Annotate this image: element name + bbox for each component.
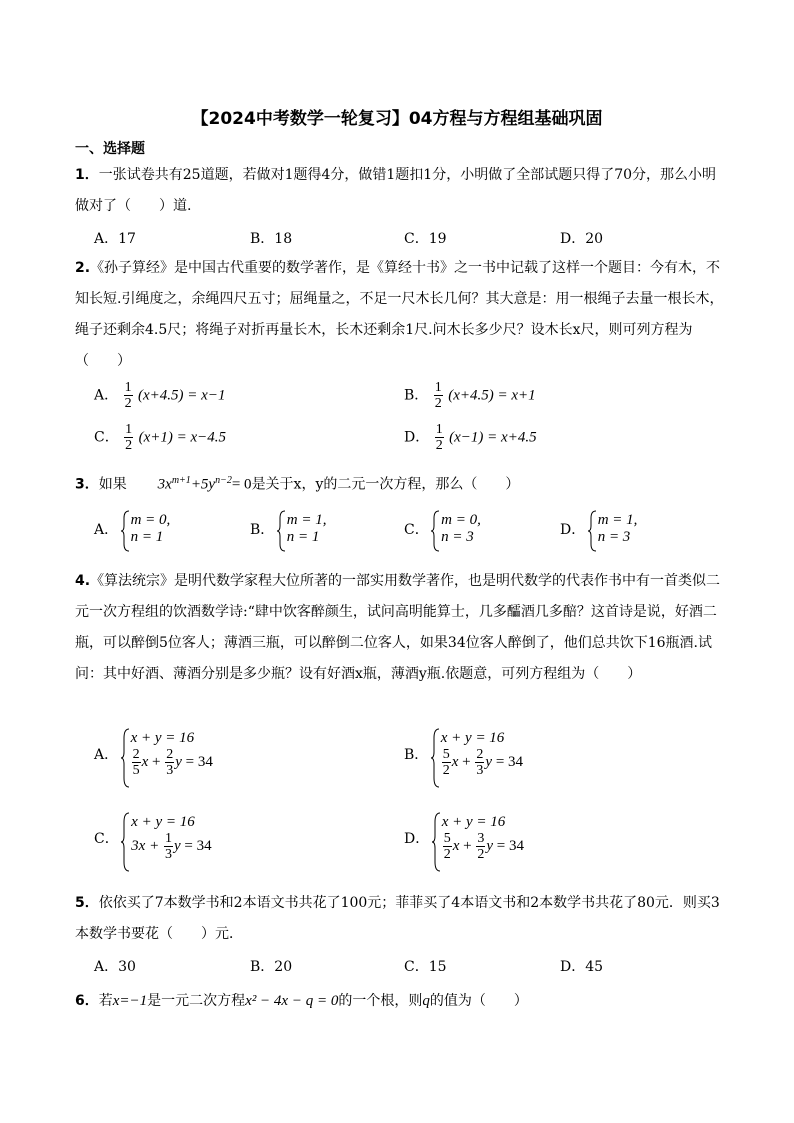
equation-system [123,814,211,862]
system-line: m = 1, [286,512,327,528]
question-number: 4. [75,573,91,589]
brace-icon [121,510,131,552]
section-heading: 一、选择题 [75,141,145,157]
q4-option-b [404,730,523,778]
brace-icon [432,812,442,872]
fraction-numerator: 2 [166,747,174,762]
question-prefix: 如果 [98,476,127,493]
option-label: A． [94,747,119,763]
system-line: n = 1 [286,529,320,545]
q1-option-c: C．19 [404,231,447,247]
q1-option-d: D．20 [560,231,604,247]
option-label: D． [404,429,430,446]
system-line: n = 1 [130,529,164,545]
fraction [442,747,451,778]
variable: q [422,993,430,1009]
fraction-denominator: 3 [166,763,174,778]
equation-lead: 3x + [131,837,160,854]
question-number: 2. [75,260,91,276]
equation-rhs: = 34 [185,753,213,770]
fraction-denominator: 5 [132,763,140,778]
fraction [476,831,485,862]
system-line: x + y = 16 [440,730,505,746]
q3-option-a [94,512,170,546]
q3-option-d [560,512,637,546]
option-label: C． [94,831,119,847]
fraction [435,422,444,453]
option-label: C． [94,429,119,446]
q1-option-b: B．18 [250,231,293,247]
q4-option-d [404,814,524,862]
q5-option-c: C．15 [404,959,447,975]
equation: (x+4.5) = x−1 [138,387,226,404]
equation-system [434,814,524,862]
fraction-numerator: 5 [442,747,450,762]
equation: (x−1) = x+4.5 [449,429,537,446]
system-line: m = 1, [597,512,638,528]
brace-icon [431,728,441,788]
document-title: 【2024中考数学一轮复习】04方程与方程组基础巩固 [191,109,603,129]
fraction [434,380,443,411]
question-number: 3． [75,476,99,493]
question-number: 5． [75,895,99,911]
question-text: 一张试卷共有25道题，若做对1题得4分，做错1题扣1分，小明做了全部试题只得了70分，那么小明做对了（ ）道. [75,167,717,214]
option-label: B． [250,522,275,538]
equation-system [279,512,327,546]
q3-option-b [250,512,326,546]
system-line: m = 0, [441,512,481,528]
question-text: 的值为（ ） [429,993,528,1009]
fraction [443,831,452,862]
fraction-numerator: 1 [124,380,132,395]
exponent: m+1 [171,475,191,486]
q2-option-c [94,422,226,453]
fraction-numerator: 3 [477,831,485,846]
condition: x=−1 [112,993,148,1009]
system-line: 3x + $\frac{1}{3}$ y = 34 [131,831,212,862]
question-text: 的一个根，则 [338,993,423,1009]
equation-system [433,730,523,778]
fraction [165,747,174,778]
question-text: 依依买了7本数学书和2本语文书共花了100元；菲菲买了4本语文书和2本数学书共花了80元．则买3本数学书要花（ ）元． [75,895,720,942]
question-suffix: 是关于x，y的二元一次方程，那么（ ） [251,476,520,493]
system-line: n = 3 [441,529,474,545]
fraction-denominator: 2 [442,763,450,778]
q2-option-a [94,380,225,411]
q4-option-c [94,814,212,862]
fraction-denominator: 2 [124,396,132,411]
equation-part: = 0 [231,476,252,493]
option-label: D． [404,831,430,847]
fraction-denominator: 2 [443,847,451,862]
question-2 [75,253,725,377]
q1-option-a: A．17 [94,231,136,247]
q2-option-d [404,422,537,453]
equation: (x+1) = x−4.5 [138,429,227,446]
system-line: x + y = 16 [131,814,195,830]
question-4 [75,566,725,690]
system-line: m = 0, [130,512,171,528]
equation: x² − 4x − q = 0 [245,993,339,1009]
question-text: 是一元二次方程 [147,993,246,1009]
question-number: 1． [75,167,99,183]
question-3 [75,465,725,501]
equation-part: 3x [157,476,172,493]
equation-system [590,512,638,546]
system-line: n = 3 [597,529,631,545]
fraction-denominator: 2 [125,438,133,453]
question-number: 6． [75,993,99,1009]
equation-part: +5y [190,476,216,493]
option-label: C． [404,522,429,538]
q5-option-a: A．30 [94,959,136,975]
equation-system [123,730,213,778]
option-label: D． [560,522,586,538]
brace-icon [588,510,598,552]
q2-option-b [404,380,536,411]
equation-rhs: = 34 [495,753,524,770]
fraction-denominator: 2 [477,847,485,862]
fraction-numerator: 1 [125,422,133,437]
brace-icon [431,510,441,552]
option-label: B． [404,747,429,763]
fraction [132,747,141,778]
fraction-denominator: 3 [476,763,484,778]
fraction-numerator: 2 [132,747,140,762]
question-text: 若 [98,993,113,1009]
fraction-numerator: 1 [164,831,172,846]
question-text: 《算法统宗》是明代数学家程大位所著的一部实用数学著作，也是明代数学的代表作书中有一首类似二元一次方程组的饮酒数学诗:“肆中饮客醉颜生，试问高明能算士，几多醽酒几多醅？这首诗是说，好酒二瓶，可以醉倒5位客人；薄酒三瓶，可以醉倒二位客人，如果34位客人醉倒了，他们总共饮下16瓶酒.试问：其中好酒、薄酒分别是多少瓶？设有好酒x瓶，薄酒y瓶.依题意，可列方程组为（ ） [75,573,721,682]
fraction-numerator: 1 [435,422,443,437]
fraction-denominator: 2 [435,438,443,453]
question-6 [75,986,725,1017]
fraction [164,831,173,862]
equation-rhs: = 34 [184,837,212,854]
system-line: x + y = 16 [130,730,195,746]
fraction-numerator: 1 [434,380,442,395]
equation: (x+4.5) = x+1 [448,387,536,404]
system-line: $\frac{5}{2}$ x + $\frac{2}{3}$ y = 34 [442,747,524,778]
fraction [475,747,484,778]
question-1 [75,160,725,222]
q5-option-d: D．45 [560,959,604,975]
fraction [124,422,133,453]
system-line: $\frac{2}{5}$ x + $\frac{2}{3}$ y = 34 [132,747,213,778]
brace-icon [121,728,131,788]
q5-option-b: B．20 [250,959,293,975]
equation-system [433,512,481,546]
brace-icon [277,510,287,552]
system-line: x + y = 16 [441,814,506,830]
equation-rhs: = 34 [496,837,524,854]
system-line: $\frac{5}{2}$ x + $\frac{3}{2}$ y = 34 [443,831,524,862]
question-5 [75,888,725,950]
option-label: B． [404,387,429,404]
equation-system [123,512,171,546]
fraction-denominator: 3 [164,847,172,862]
q3-option-c [404,512,481,546]
option-label: A． [94,387,119,404]
question-text: 《孙子算经》是中国古代重要的数学著作，是《算经十书》之一书中记载了这样一个题目：今有木，不知长短.引绳度之，余绳四尺五寸；屈绳量之，不足一尺木长几何？其大意是：用一根绳子去量一根长木，绳子还剩余4.5尺；将绳子对折再量长木，长木还剩余1尺.问木长多少尺？设木长x尺，则可列方程为（ ） [75,260,724,369]
exponent: n−2 [215,475,232,486]
brace-icon [121,812,131,872]
fraction-denominator: 2 [434,396,442,411]
fraction-numerator: 5 [443,831,451,846]
option-label: A． [94,522,119,538]
fraction-numerator: 2 [476,747,484,762]
q4-option-a [94,730,213,778]
fraction [124,380,133,411]
